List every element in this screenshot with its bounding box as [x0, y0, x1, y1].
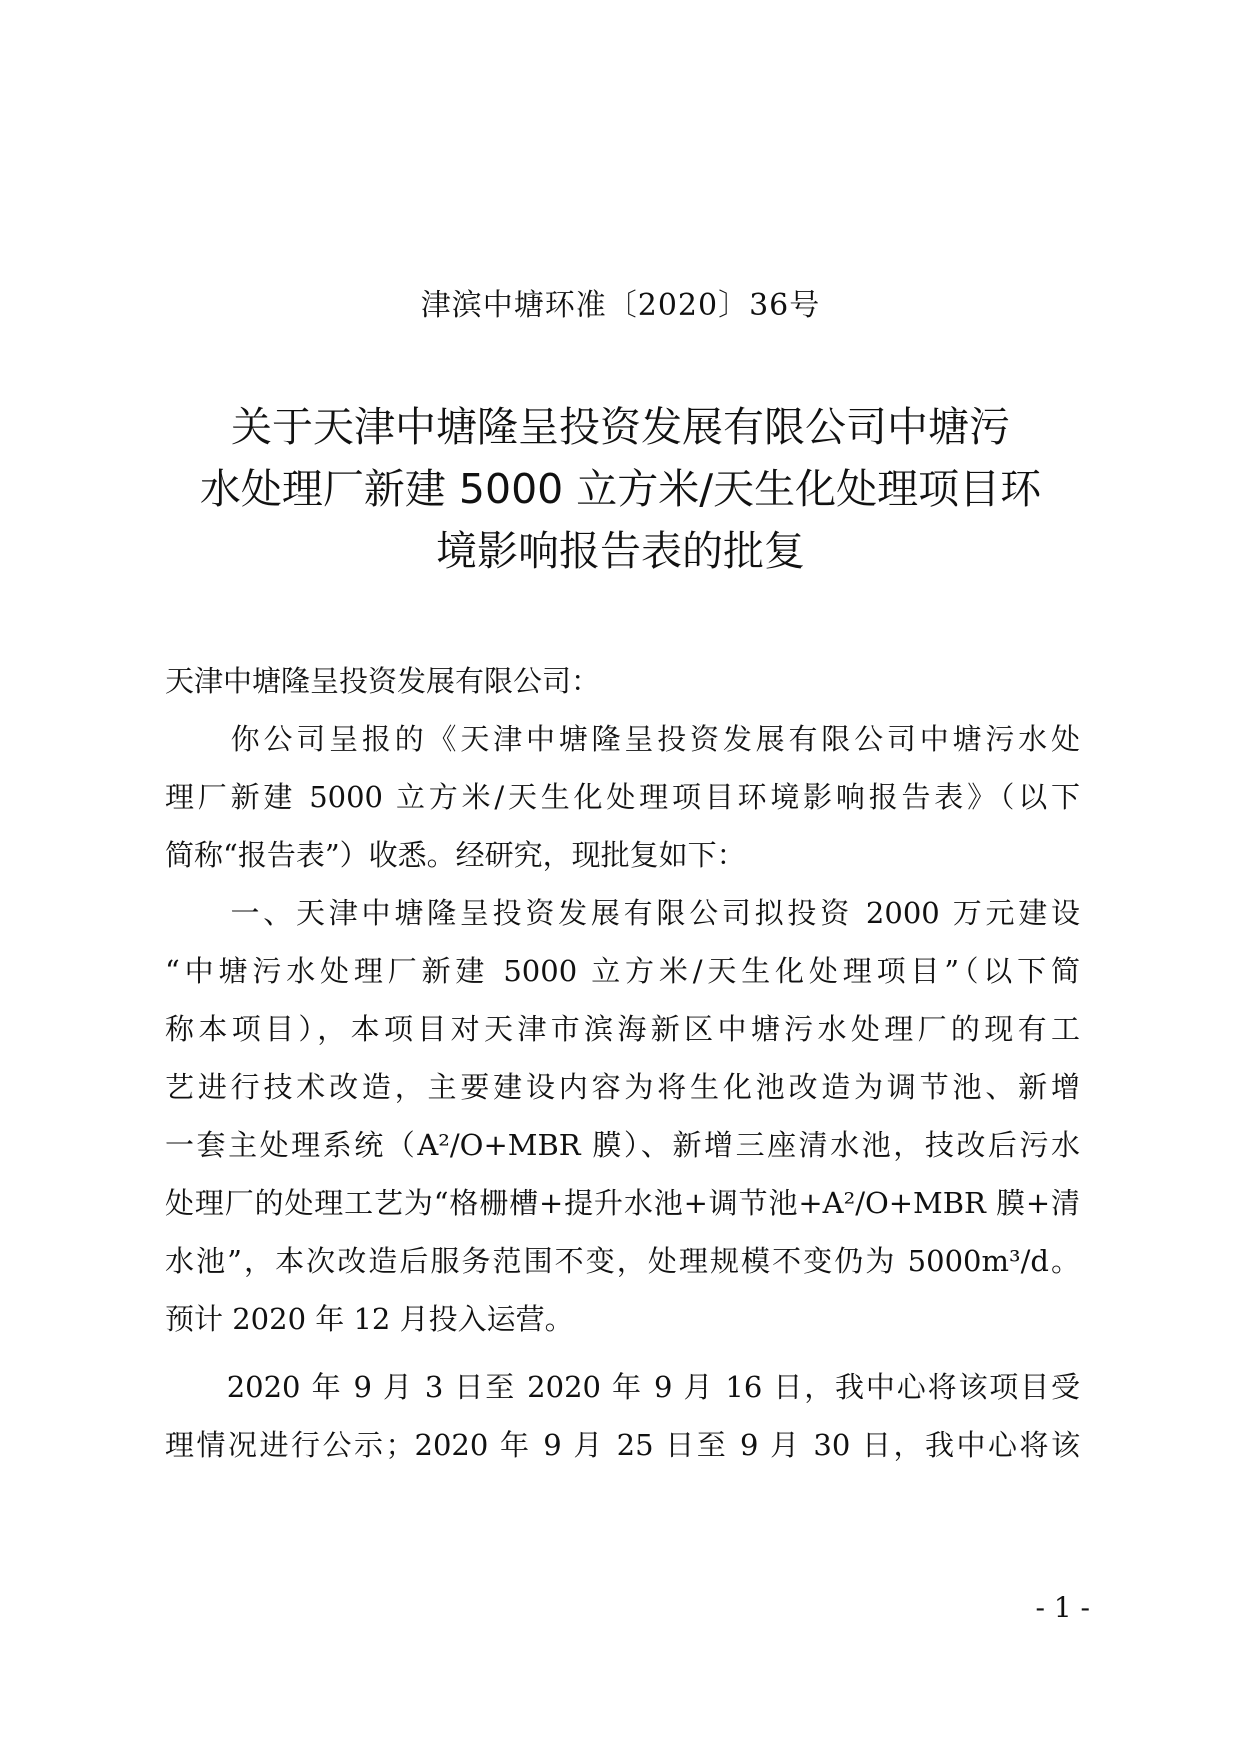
- body-line: 称本项目），本项目对天津市滨海新区中塘污水处理厂的现有工: [165, 1012, 1080, 1046]
- title-line: 境影响报告表的批复: [436, 527, 805, 575]
- body-line: 简称“报告表”）收悉。经研究，现批复如下：: [165, 838, 746, 872]
- page-number: - 1 -: [1035, 1591, 1090, 1624]
- document-title: [150, 396, 1091, 582]
- body-line: 处理厂的处理工艺为“格栅槽+提升水池+调节池+A²/O+MBR 膜+清: [165, 1186, 1080, 1220]
- document-body: [165, 652, 1080, 1474]
- body-line: 理厂新建 5000 立方米/天生化处理项目环境影响报告表》（以下: [165, 780, 1080, 814]
- body-line: 一套主处理系统（A²/O+MBR 膜）、新增三座清水池，技改后污水: [165, 1128, 1080, 1162]
- body-line: 2020 年 9 月 3 日至 2020 年 9 月 16 日，我中心将该项目受: [165, 1370, 1080, 1404]
- body-line: 预计 2020 年 12 月投入运营。: [165, 1302, 574, 1336]
- body-line: 理情况进行公示；2020 年 9 月 25 日至 9 月 30 日，我中心将该: [165, 1428, 1080, 1462]
- body-line: 一、天津中塘隆呈投资发展有限公司拟投资 2000 万元建设: [165, 896, 1080, 930]
- title-line: 水处理厂新建 5000 立方米/天生化处理项目环: [199, 465, 1042, 513]
- body-line: 你公司呈报的《天津中塘隆呈投资发展有限公司中塘污水处: [165, 722, 1080, 756]
- body-line: “中塘污水处理厂新建 5000 立方米/天生化处理项目”（以下简: [165, 954, 1080, 988]
- body-line: 水池”，本次改造后服务范围不变，处理规模不变仍为 5000m³/d。: [165, 1244, 1080, 1278]
- title-line: 关于天津中塘隆呈投资发展有限公司中塘污: [231, 403, 1010, 451]
- body-line: 艺进行技术改造，主要建设内容为将生化池改造为调节池、新增: [165, 1070, 1080, 1104]
- document-number: 津滨中塘环准〔2020〕36号: [420, 288, 821, 323]
- addressee: 天津中塘隆呈投资发展有限公司：: [165, 664, 601, 698]
